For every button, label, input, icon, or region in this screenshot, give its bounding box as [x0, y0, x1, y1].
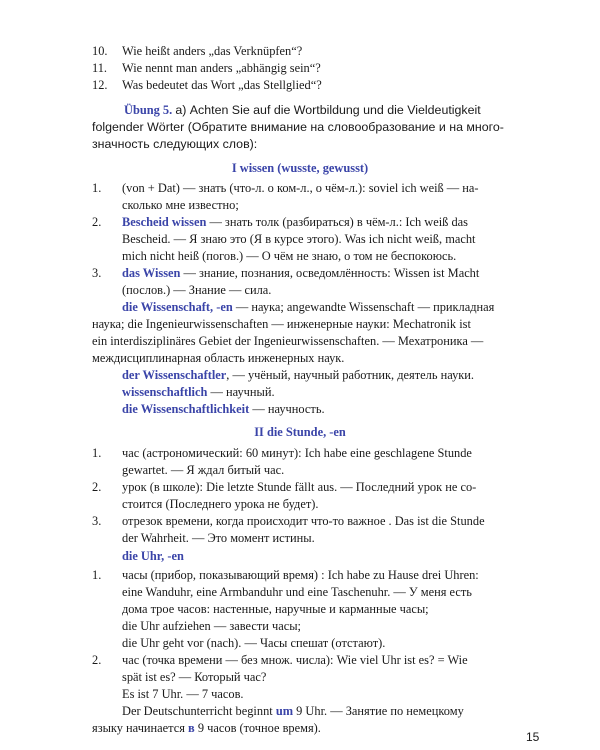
- unterricht-example-line1: Der Deutschunterricht beginnt um 9 Uhr. — Занятие по немецкому: [122, 704, 464, 718]
- exercise-intro-line1: Übung 5. а) Achten Sie auf die Wortbildung und die Vieldeutigkeit: [124, 103, 481, 117]
- exercise-label: Übung 5.: [124, 103, 173, 117]
- textbook-page: 10. Wie heißt anders „das Verknüpfen“? 11. Wie nennt man anders „abhängig sein“? 12. Was bedeutet das Wort „das Stellglied“? Übung 5. а) Achten Sie auf die Wortbildung und die Vieldeutigkeit folgender Wörter (Обратите внимание на словообразование и на много- значность следующих слов): I wissen (wusste, gewusst) 1. (von + Dat) — знать (что-л. о ком-л., о чём-л.): soviel ich weiß — на- сколько мне известно; 2. Bescheid wissen — знать толк (разбираться) в чём-л.: Ich weiß das Bescheid. — Я знаю это (Я в курсе этого). Was ich nicht weiß, macht mich nicht heiß (погов.) — О чём не знаю, о том не беспокоюсь. 3. das Wissen — знание, познания, осведомлённость: Wissen ist Macht (послов.) — Знание — сила. die Wissenschaft, -en — наука; angewandte Wissenschaft — прикладная наука; die Ingenieurwissenschaften — инженерные науки: Mechatronik ist ein interdisziplinäres Gebiet der Ingenieurwissenschaften. — Мехатроника — междисциплинарная область инженерных наук. der Wissenschaftler, — учёный, научный работник, деятель науки. wissenschaftlich — научный. die Wissenschaftlichkeit — научность. II die Stunde, -en 1. час (астрономический: 60 минут): Ich habe eine geschlagene Stunde gewartet. — Я ждал битый час. 2. урок (в школе): Die letzte Stunde fällt aus. — Последний урок не со- стоится (Последнего урока не будет). 3. отрезок времени, когда происходит что-то важное . Das ist die Stunde der Wahrheit. — Это момент истины. die Uhr, -en 1. часы (прибор, показывающий время) : Ich habe zu Hause drei Uhren: eine Wanduhr, eine Armbanduhr und eine Taschenuhr. — У меня есть дома трое часов: настенные, наручные и карманные часы; die Uhr aufziehen — завести часы; die Uhr geht vor (nach). — Часы спешат (отстают). 2. час (точка времени — без множ. числа): Wie viel Uhr ist es? = Wie spät ist es? — Который час? Es ist 7 Uhr. — 7 часов. Der Deutschunterricht beginnt um 9 Uhr. — Занятие по немецкому языку начинается в 9 часов (точное время). 15: [0, 0, 600, 750]
- uhr-item-2: 2. час (точка времени — без множ. числа): Wie viel Uhr ist es? = Wie: [92, 653, 468, 667]
- uhr-item-1: 1. часы (прибор, показывающий время) : Ich habe zu Hause drei Uhren:: [92, 568, 479, 582]
- wissenschaftlich-entry: wissenschaftlich — научный.: [122, 385, 275, 399]
- stunde-item-3: 3. отрезок времени, когда происходит что-то важное . Das ist die Stunde: [92, 514, 485, 528]
- term-wissenschaftlich: wissenschaftlich: [122, 385, 208, 399]
- term-der-wissenschaftler: der Wissenschaftler: [122, 368, 227, 382]
- section-heading-wissen: I wissen (wusste, gewusst): [231, 161, 369, 175]
- unterricht-example-line2: языку начинается в 9 часов (точное время).: [92, 721, 321, 735]
- section-heading-stunde: II die Stunde, -en: [254, 425, 346, 439]
- wissenschaft-entry: die Wissenschaft, -en — наука; angewandte Wissenschaft — прикладная: [122, 300, 495, 314]
- stunde-item-1: 1. час (астрономический: 60 минут): Ich habe eine geschlagene Stunde: [92, 446, 472, 460]
- term-bescheid-wissen: Bescheid wissen: [122, 215, 207, 229]
- exercise-intro-line2: folgender Wörter (Обратите внимание на словообразование и на много-: [92, 120, 504, 134]
- question-12: 12. Was bedeutet das Wort „das Stellglied“?: [92, 78, 322, 92]
- stunde-item-2: 2. урок (в школе): Die letzte Stunde fällt aus. — Последний урок не со-: [92, 480, 477, 494]
- term-die-wissenschaft: die Wissenschaft, -en: [122, 300, 233, 314]
- wissen-item-1: 1. (von + Dat) — знать (что-л. о ком-л., о чём-л.): soviel ich weiß — на-: [92, 181, 479, 195]
- uhr-heading: die Uhr, -en: [122, 549, 184, 563]
- wissen-item-2: 2. Bescheid wissen — знать толк (разбираться) в чём-л.: Ich weiß das: [92, 215, 468, 229]
- question-11: 11. Wie nennt man anders „abhängig sein“?: [92, 61, 321, 75]
- exercise-intro-line3: значность следующих слов):: [92, 137, 258, 151]
- term-das-wissen: das Wissen: [122, 266, 181, 280]
- wissen-item-3: 3. das Wissen — знание, познания, осведомлённость: Wissen ist Macht: [92, 266, 480, 280]
- question-10: 10. Wie heißt anders „das Verknüpfen“?: [92, 44, 303, 58]
- wissenschaftlichkeit-entry: die Wissenschaftlichkeit — научность.: [122, 402, 325, 416]
- page-number: 15: [526, 730, 540, 744]
- wissenschaftler-entry: der Wissenschaftler, — учёный, научный работник, деятель науки.: [122, 368, 475, 382]
- term-die-wissenschaftlichkeit: die Wissenschaftlichkeit: [122, 402, 250, 416]
